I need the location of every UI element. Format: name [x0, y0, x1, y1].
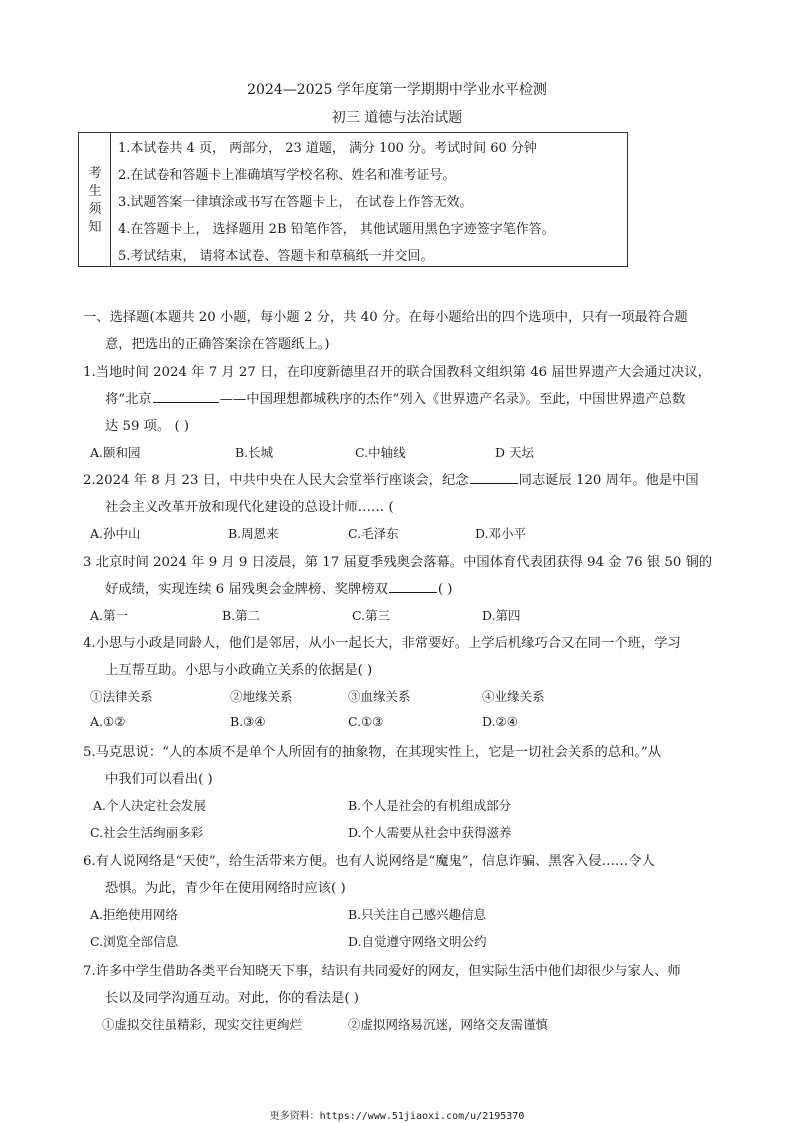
question-5-stem-cont: 中我们可以看出( ) — [105, 772, 213, 787]
notice-item-1: 1.本试卷共 4 页， 两部分， 23 道题， 满分 100 分。考试时间 60 分钟 — [118, 141, 537, 156]
notice-side-cell — [79, 133, 111, 266]
question-3-text-a: 好成绩，实现连续 6 届残奥会金牌榜、奖牌榜双 — [105, 582, 388, 597]
footer-source-link[interactable]: 更多资料：https://www.51jiaoxi.com/u/2195370 — [269, 1111, 525, 1122]
question-1-stem-end: 达 59 项。 ( ) — [105, 419, 190, 434]
question-6-option-b: B.只关注自己感兴趣信息 — [348, 907, 487, 922]
question-7-stem-cont: 长以及同学沟通互动。对此，你的看法是( ) — [105, 991, 359, 1006]
question-4-stem-cont: 上互帮互助。小思与小政确立关系的依据是( ) — [105, 663, 373, 678]
question-3-text-b: ( ) — [437, 582, 453, 597]
question-2-option-a: A.孙中山 — [90, 526, 141, 541]
question-3-stem: 3 北京时间 2024 年 9 月 9 日凌晨，第 17 届夏季残奥会落幕。中国体育代表团获得 94 金 76 银 50 铜的 — [83, 555, 713, 570]
question-4-item-3: ③血缘关系 — [348, 689, 411, 704]
question-5-option-a: A.个人决定社会发展 — [93, 798, 207, 813]
question-7-stem: 7.许多中学生借助各类平台知晓天下事，结识有共同爱好的网友，但实际生活中他们却很少与家人、师 — [83, 964, 681, 979]
notice-side-label: 考生须知 — [88, 166, 102, 235]
section-heading-cont: 意，把选出的正确答案涂在答题纸上。) — [105, 337, 330, 352]
question-4-item-2: ②地缘关系 — [230, 689, 293, 704]
exam-title: 2024—2025 学年度第一学期期中学业水平检测 — [247, 82, 547, 98]
notice-item-5: 5.考试结束， 请将本试卷、答题卡和草稿纸一并交回。 — [118, 249, 434, 264]
question-5-option-c: C.社会生活绚丽多彩 — [90, 825, 204, 840]
question-2-stem — [83, 469, 699, 488]
question-1-stem-cont — [105, 388, 685, 407]
question-1-stem: 1.当地时间 2024 年 7 月 27 日，在印度新德里召开的联合国教科文组织第 46 届世界遗产大会通过决议， — [83, 365, 711, 380]
question-4-option-c: C.①③ — [348, 714, 384, 729]
section-heading: 一、选择题(本题共 20 小题，每小题 2 分，共 40 分。在每小题给出的四个选项中，只有一项最符合题 — [83, 310, 688, 325]
question-1-option-b: B.长城 — [235, 445, 274, 460]
question-3-option-c: C.第三 — [352, 608, 391, 623]
question-6-stem: 6.有人说网络是“天使”，给生活带来方便。也有人说网络是“魔鬼”，信息诈骗、黑客入侵……令人 — [83, 854, 655, 869]
question-5-stem: 5.马克思说：“人的本质不是单个人所固有的抽象物，在其现实性上，它是一切社会关系的总和。”从 — [83, 745, 662, 760]
question-1-text-b: ——中国理想都城秩序的杰作”列入《世界遗产名录》。至此，中国世界遗产总数 — [219, 392, 686, 407]
question-2-option-b: B.周恩来 — [228, 526, 279, 541]
answer-blank — [389, 581, 437, 593]
question-3-option-d: D.第四 — [482, 608, 521, 623]
notice-item-4: 4.在答题卡上， 选择题用 2B 铅笔作答， 其他试题用黑色字迹签字笔作答。 — [118, 222, 555, 237]
question-7-item-1: ①虚拟交往虽精彩，现实交往更绚烂 — [102, 1017, 303, 1032]
question-2-option-c: C.毛泽东 — [348, 526, 399, 541]
question-4-item-4: ④业缘关系 — [482, 689, 545, 704]
question-4-option-b: B.③④ — [230, 714, 266, 729]
question-2-text-a: 2.2024 年 8 月 23 日，中共中央在人民大会堂举行座谈会，纪念 — [83, 473, 469, 488]
notice-item-2: 2.在试卷和答题卡上准确填写学校名称、姓名和准考证号。 — [118, 168, 456, 183]
question-4-stem: 4.小思与小政是同龄人，他们是邻居，从小一起长大，非常要好。上学后机缘巧合又在同一个班，学习 — [83, 636, 681, 651]
question-4-item-1: ①法律关系 — [90, 689, 153, 704]
question-7-item-2: ②虚拟网络易沉迷，网络交友需谨慎 — [348, 1017, 549, 1032]
answer-blank — [470, 472, 518, 484]
notice-item-3: 3.试题答案一律填涂或书写在答题卡上， 在试卷上作答无效。 — [118, 195, 473, 210]
question-6-option-c: C.浏览全部信息 — [90, 934, 179, 949]
question-4-option-a: A.①② — [90, 714, 126, 729]
question-1-option-d: D 天坛 — [495, 445, 534, 460]
question-6-option-a: A.拒绝使用网络 — [90, 907, 179, 922]
question-3-stem-cont — [105, 578, 452, 597]
question-1-option-a: A.颐和园 — [90, 445, 141, 460]
question-1-text-a: 将“北京 — [105, 392, 152, 407]
question-3-option-b: B.第二 — [222, 608, 261, 623]
question-5-option-b: B.个人是社会的有机组成部分 — [348, 798, 512, 813]
question-6-stem-cont: 恐惧。为此，青少年在使用网络时应该( ) — [105, 881, 346, 896]
question-2-option-d: D.邓小平 — [475, 526, 527, 541]
question-2-stem-cont: 社会主义改革开放和现代化建设的总设计师…… ( — [105, 500, 394, 515]
answer-blank — [153, 391, 219, 403]
question-1-option-c: C.中轴线 — [355, 445, 406, 460]
question-2-text-b: 同志诞辰 120 周年。他是中国 — [518, 473, 699, 488]
question-5-option-d: D.个人需要从社会中获得滋养 — [348, 825, 512, 840]
exam-subtitle: 初三 道德与法治试题 — [331, 110, 463, 126]
question-4-option-d: D.②④ — [482, 714, 518, 729]
question-3-option-a: A.第一 — [90, 608, 129, 623]
question-6-option-d: D.自觉遵守网络文明公约 — [348, 934, 487, 949]
notice-box — [78, 132, 628, 267]
